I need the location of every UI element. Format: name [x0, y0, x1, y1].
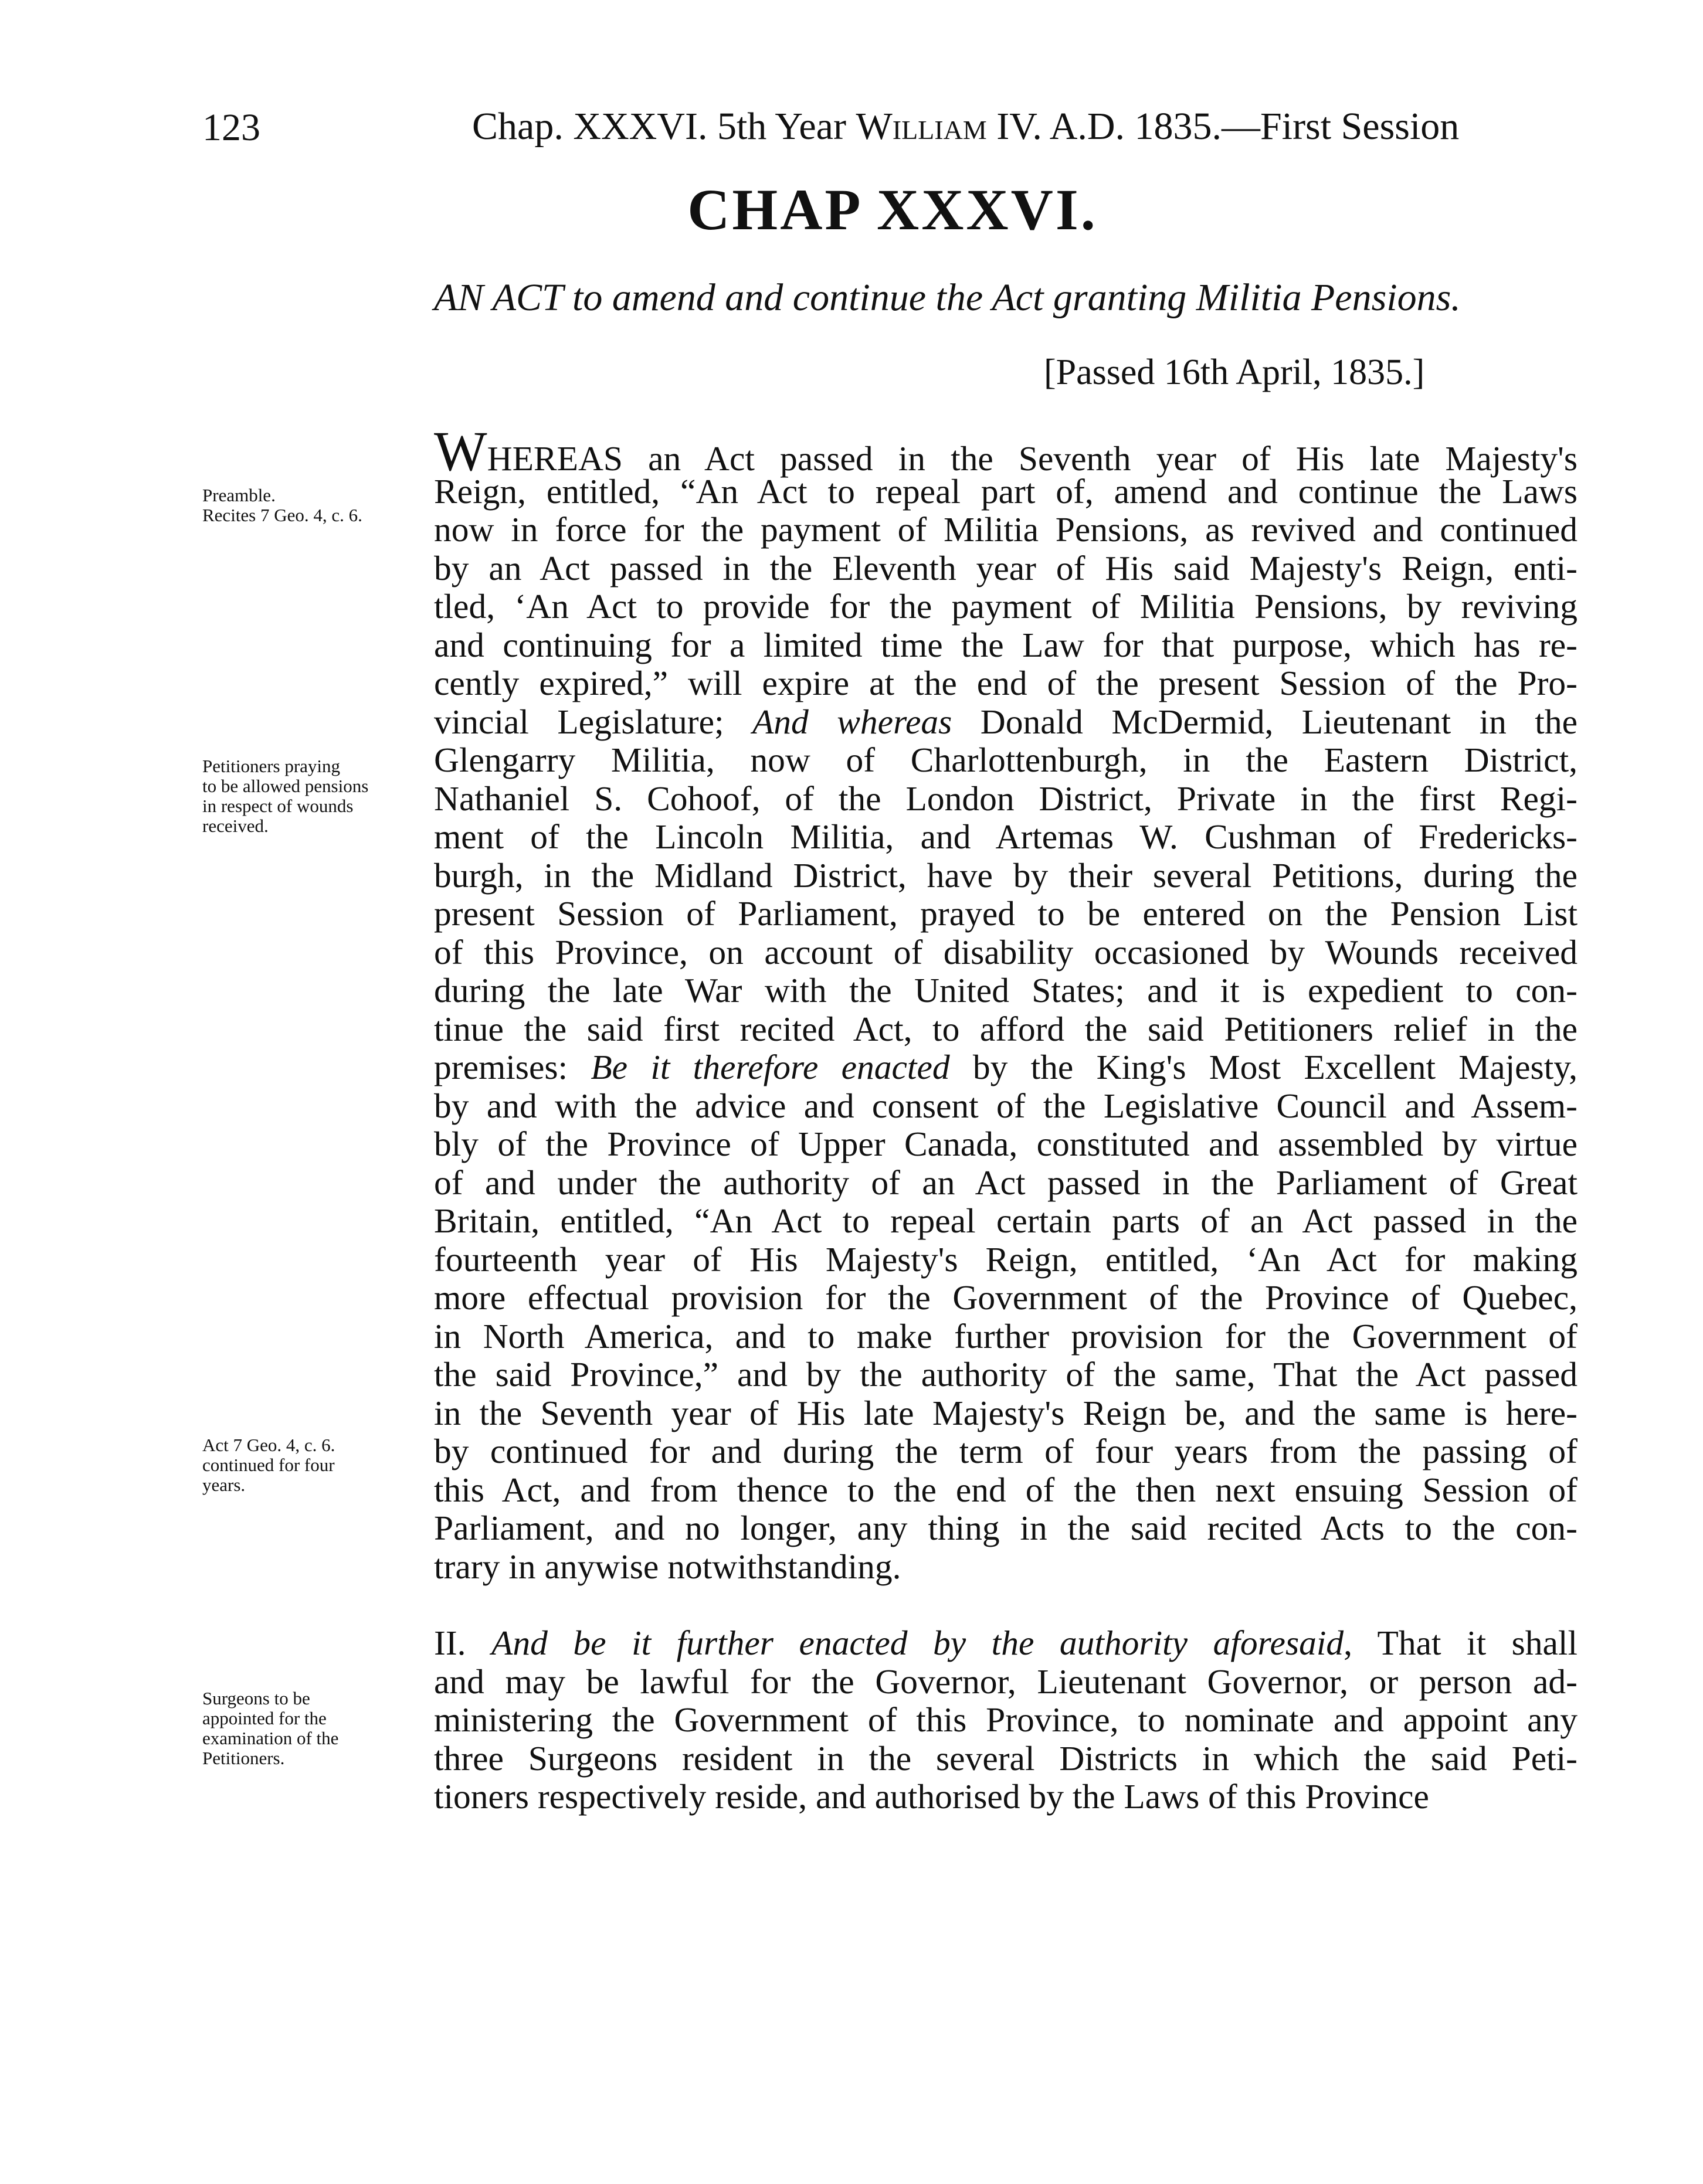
margin-note-line: Act 7 Geo. 4, c. 6. — [202, 1435, 335, 1455]
chapter-title: CHAP XXXVI. — [687, 177, 1098, 242]
text-line: of and under the authority of an Act passed in the Parliament of Great — [434, 1163, 1578, 1202]
text-line: bly of the Province of Upper Canada, constituted and assembled by virtue — [434, 1125, 1578, 1163]
text-line: by and with the advice and consent of the Legislative Council and Assem- — [434, 1086, 1578, 1125]
margin-note-line: examination of the — [202, 1728, 339, 1748]
italic-phrase: And be it further enacted by the authority aforesaid — [491, 1623, 1344, 1662]
margin-note-act-continued — [202, 1435, 419, 1495]
text-line: three Surgeons resident in the several Districts in which the said Peti- — [434, 1738, 1578, 1778]
text-line: the said Province,” and by the authority of the same, That the Act passed — [434, 1355, 1578, 1394]
margin-note-line: received. — [202, 816, 269, 836]
text-line: more effectual provision for the Government of the Province of Quebec, — [434, 1278, 1578, 1317]
text-line: Reign, entitled, “An Act to repeal part of, amend and continue the Laws — [434, 471, 1578, 511]
text-line: during the late War with the United States; and it is expedient to con- — [434, 971, 1578, 1010]
running-head-rest: IV. A.D. 1835.—First Session — [986, 105, 1460, 148]
text-line: Nathaniel S. Cohoof, of the London District, Private in the first Regi- — [434, 779, 1578, 818]
margin-note-surgeons — [202, 1689, 419, 1768]
text-line: now in force for the payment of Militia Pensions, as revived and continued — [434, 510, 1578, 549]
margin-note-preamble — [202, 485, 419, 525]
text-line: by continued for and during the term of four years from the passing of — [434, 1432, 1578, 1470]
margin-note-line: appointed for the — [202, 1708, 327, 1728]
act-title: AN ACT to amend and continue the Act granting Militia Pensions. — [434, 276, 1461, 319]
italic-phrase: And whereas — [752, 702, 952, 741]
running-head-king: William — [856, 105, 987, 148]
text-line: fourteenth year of His Majesty's Reign, entitled, ‘An Act for making — [434, 1239, 1578, 1279]
margin-note-line: Petitioners praying — [202, 756, 341, 776]
text-line: of this Province, on account of disability occasioned by Wounds received — [434, 932, 1578, 972]
running-head — [472, 104, 1586, 149]
margin-note-line: Surgeons to be — [202, 1688, 310, 1709]
margin-note-petitioners — [202, 756, 419, 836]
text-line: tinue the said first recited Act, to afford the said Petitioners relief in the — [434, 1009, 1578, 1048]
margin-note-line: Recites 7 Geo. 4, c. 6. — [202, 505, 362, 525]
margin-note-line: Preamble. — [202, 485, 276, 505]
margin-note-line: continued for four — [202, 1455, 335, 1475]
text-line: by an Act passed in the Eleventh year of His said Majesty's Reign, enti- — [434, 548, 1578, 587]
text-line: tioners respectively reside, and authorised by the Laws of this Province — [434, 1777, 1429, 1816]
text-line-rest: HEREAS an Act passed in the Seventh year of His late Majesty's — [487, 439, 1578, 478]
text-line: present Session of Parliament, prayed to be entered on the Pension List — [434, 894, 1578, 933]
text-line: in the Seventh year of His late Majesty's Reign be, and the same is here- — [434, 1393, 1578, 1432]
passed-date: [Passed 16th April, 1835.] — [1044, 352, 1425, 392]
text-line: this Act, and from thence to the end of the then next ensuing Session of — [434, 1470, 1578, 1509]
text-line: and may be lawful for the Governor, Lieutenant Governor, or person ad- — [434, 1662, 1578, 1701]
text-line: ment of the Lincoln Militia, and Artemas W. Cushman of Fredericks- — [434, 817, 1578, 856]
text-line: Britain, entitled, “An Act to repeal certain parts of an Act passed in the — [434, 1201, 1578, 1240]
text-line: II. And be it further enacted by the authority aforesaid, That it shall — [434, 1623, 1578, 1662]
text-line: tled, ‘An Act to provide for the payment of Militia Pensions, by reviving — [434, 587, 1578, 626]
paragraph-preamble — [434, 420, 1578, 1586]
margin-note-line: Petitioners. — [202, 1748, 285, 1768]
text-line: and continuing for a limited time the Law for that purpose, which has re- — [434, 625, 1578, 664]
text-line: premises: Be it therefore enacted by the King's Most Excellent Majesty, — [434, 1048, 1578, 1086]
margin-note-line: years. — [202, 1475, 246, 1495]
text-line: ministering the Government of this Province, to nominate and appoint any — [434, 1700, 1578, 1739]
margin-note-line: in respect of wounds — [202, 796, 354, 816]
text-line — [434, 420, 1578, 483]
running-head-chap: Chap. XXXVI. 5th Year — [472, 105, 856, 148]
drop-cap: W — [434, 420, 487, 483]
text-line: cently expired,” will expire at the end of the present Session of the Pro- — [434, 664, 1578, 702]
italic-phrase: Be it therefore enacted — [591, 1048, 950, 1086]
text-line: Glengarry Militia, now of Charlottenburgh, in the Eastern District, — [434, 741, 1578, 779]
margin-note-line: to be allowed pensions — [202, 776, 369, 796]
text-line: vincial Legislature; And whereas Donald McDermid, Lieutenant in the — [434, 702, 1578, 741]
page-number: 123 — [202, 106, 260, 149]
paragraph-section-ii — [434, 1624, 1578, 1816]
text-line: Parliament, and no longer, any thing in the said recited Acts to the con- — [434, 1509, 1578, 1547]
text-line: in North America, and to make further provision for the Government of — [434, 1316, 1578, 1356]
text-line: trary in anywise notwithstanding. — [434, 1547, 901, 1586]
text-line: burgh, in the Midland District, have by their several Petitions, during the — [434, 855, 1578, 895]
